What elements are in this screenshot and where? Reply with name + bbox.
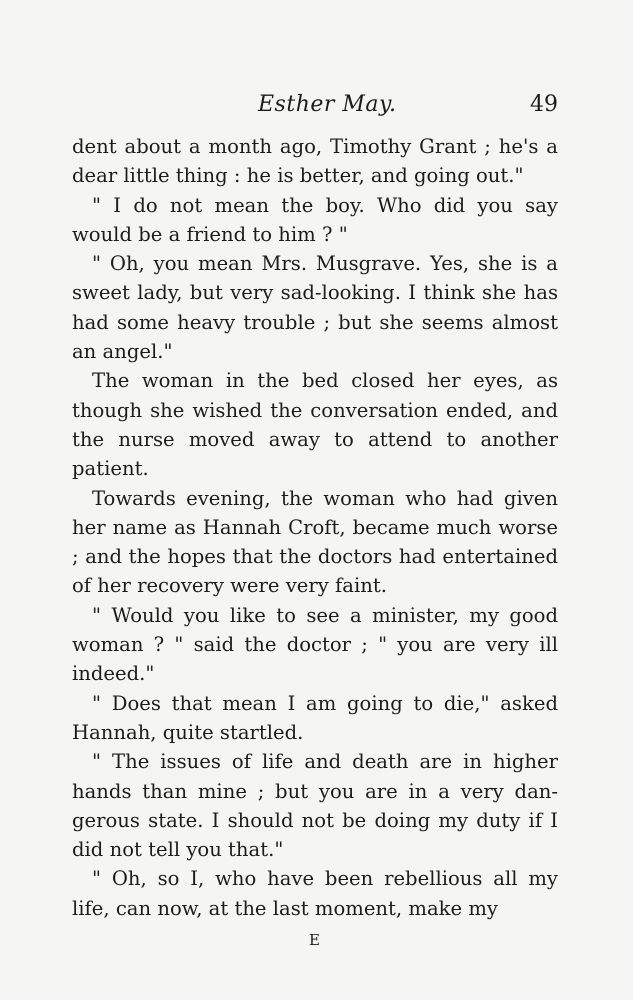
page-header bbox=[72, 92, 558, 132]
paragraph: " Oh, you mean Mrs. Musgrave. Yes, she is a sweet lady, but very sad-looking. I think she has had some heavy trouble ; but she seems almost an angel." bbox=[72, 252, 558, 364]
paragraph: " Does that mean I am going to die," asked Hannah, quite startled. bbox=[72, 691, 558, 744]
book-page bbox=[72, 92, 558, 949]
signature-mark: E bbox=[309, 931, 321, 950]
paragraph: dent about a month ago, Timothy Grant ; he's a dear little thing : he is better, and going out." bbox=[72, 135, 558, 188]
paragraph: " I do not mean the boy. Who did you say would be a friend to him ? " bbox=[72, 193, 558, 246]
paragraph: " Oh, so I, who have been rebellious all my life, can now, at the last moment, make my bbox=[72, 867, 558, 920]
paragraph: " Would you like to see a minister, my good woman ? " said the doctor ; " you are very ill indeed." bbox=[72, 603, 558, 686]
paragraph: Towards evening, the woman who had given her name as Hannah Croft, became much worse ; and the hopes that the doctors had entertained of her recovery were very faint. bbox=[72, 486, 558, 598]
page-number: 49 bbox=[530, 92, 558, 117]
paragraph: The woman in the bed closed her eyes, as though she wished the conversation ended, and the nurse moved away to attend to another patient. bbox=[72, 369, 558, 481]
running-title: Esther May. bbox=[258, 92, 397, 117]
body-text bbox=[72, 132, 558, 923]
paragraph: " The issues of life and death are in higher hands than mine ; but you are in a very dan-gerous state. I should not be doing my duty if I did not tell you that." bbox=[72, 750, 558, 862]
